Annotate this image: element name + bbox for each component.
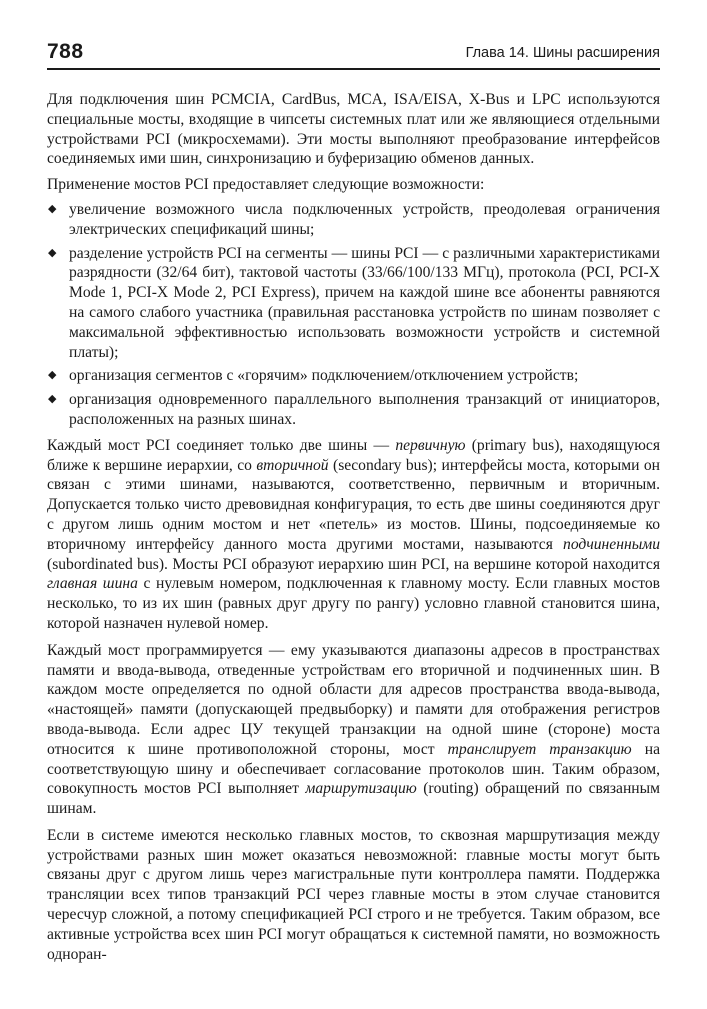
list-item: [47, 200, 660, 240]
term-translates-transaction: транслирует транзакцию: [447, 740, 632, 758]
paragraph-bus-hierarchy: [47, 436, 660, 634]
diamond-bullet-icon: ◆: [48, 202, 57, 215]
text-run: на соответствующую шину и обеспечивает согласование протоколов шин. Таким образом, совокупность мостов PCI выполняет: [47, 740, 660, 798]
paragraph-bridges-features-lead: Применение мостов PCI предоставляет следующие возможности:: [47, 176, 485, 194]
text-run: (subordinated bus). Мосты PCI образуют иерархию шин PCI, на вершине которой находится: [47, 555, 660, 573]
paragraph-bridge-programming: [47, 641, 660, 819]
list-item-text: организация одновременного параллельного выполнения транзакций от инициаторов, расположенных на разных шинах.: [69, 391, 660, 428]
paragraph-multiple-host-bridges: Если в системе имеются несколько главных мостов, то сквозная маршрутизация между устройствами разных шин может оказаться невозможной: главные мосты могут быть связаны друг с другом лишь через магистральные пути контроллера памяти. Поддержка трансляции всех типов транзакций PCI через главные мосты в этом случае становится чересчур сложной, а потому спецификацией PCI строго и не требуется. Таким образом, все активные устройства всех шин PCI могут обращаться к системной памяти, но возможность одноран-: [47, 826, 660, 963]
paragraph-bridges-intro: Для подключения шин PCMCIA, CardBus, MCA, ISA/EISA, X-Bus и LPC используются специальные мосты, входящие в чипсеты системных плат или же являющиеся отдельными устройствами PCI (микросхемами). Эти мосты выполняют преобразование интерфейсов соединяемых ими шин, синхронизацию и буферизацию обменов данных.: [47, 91, 660, 168]
term-subordinated: подчиненными: [563, 535, 660, 553]
term-main-bus: главная шина: [47, 575, 138, 593]
list-item: [47, 244, 660, 363]
text-run: (secondary bus); интерфейсы моста, которыми он связан с этими шинами, называются, соответственно, первичным и вторичным. Допускается только чисто древовидная конфигурация, то есть две шины соединяются друг с другом лишь одним мостом и нет «петель» из мостов. Шины, подсоединяемые ко вторичному интерфейсу данного моста другими мостами, называются: [47, 456, 660, 553]
list-item-text: организация сегментов с «горячим» подключением/отключением устройств;: [69, 367, 579, 385]
page-number: 788: [47, 40, 84, 63]
text-run: Каждый мост PCI соединяет только две шины —: [47, 436, 396, 454]
text-run: Каждый мост программируется — ему указываются диапазоны адресов в пространствах памяти и ввода-вывода, отведенные устройствам его вторичной и подчиненных шин. В каждом мосте определяется по одной области для адресов пространства ввода-вывода, «настоящей» памяти (допускающей предвыборку) и памяти для отображения регистров ввода-вывода. Если адрес ЦУ текущей транзакции на одной шине (стороне) моста относится к шине противоположной стороны, мост: [47, 641, 660, 758]
list-item-text: разделение устройств PCI на сегменты — шины PCI — с различными характеристиками разрядности (32/64 бит), тактовой частоты (33/66/100/133 МГц), протокола (PCI, PCI-X Mode 1, PCI-X Mode 2, PCI Express), причем на каждой шине все абоненты равняются на самого слабого участника (правильная расстановка устройств по шинам позволяет с максимальной эффективностью использовать возможности устройств и системной платы);: [69, 244, 660, 361]
term-primary: первичную: [395, 436, 466, 454]
chapter-running-head: Глава 14. Шины расширения: [465, 45, 660, 61]
list-item: [47, 390, 660, 430]
diamond-bullet-icon: ◆: [48, 393, 57, 406]
page-header: [47, 40, 660, 70]
term-routing: маршрутизацию: [305, 780, 417, 798]
book-page: [47, 40, 660, 964]
text-run: (routing) обращений по связанным шинам.: [47, 780, 660, 818]
text-run: (primary bus), находящуюся ближе к вершине иерархии, со: [47, 436, 660, 474]
diamond-bullet-icon: ◆: [48, 246, 57, 259]
features-list: [47, 200, 660, 430]
list-item-text: увеличение возможного числа подключенных устройств, преодолевая ограничения электрических спецификаций шины;: [69, 200, 660, 238]
diamond-bullet-icon: ◆: [48, 369, 57, 382]
text-run: с нулевым номером, подключенная к главному мосту. Если главных мостов несколько, то из их шин (равных друг другу по рангу) условно главной становится шина, которой назначен нулевой номер.: [47, 575, 661, 632]
term-secondary: вторичной: [256, 456, 329, 474]
list-item: [47, 366, 660, 386]
page-body: [47, 90, 660, 964]
